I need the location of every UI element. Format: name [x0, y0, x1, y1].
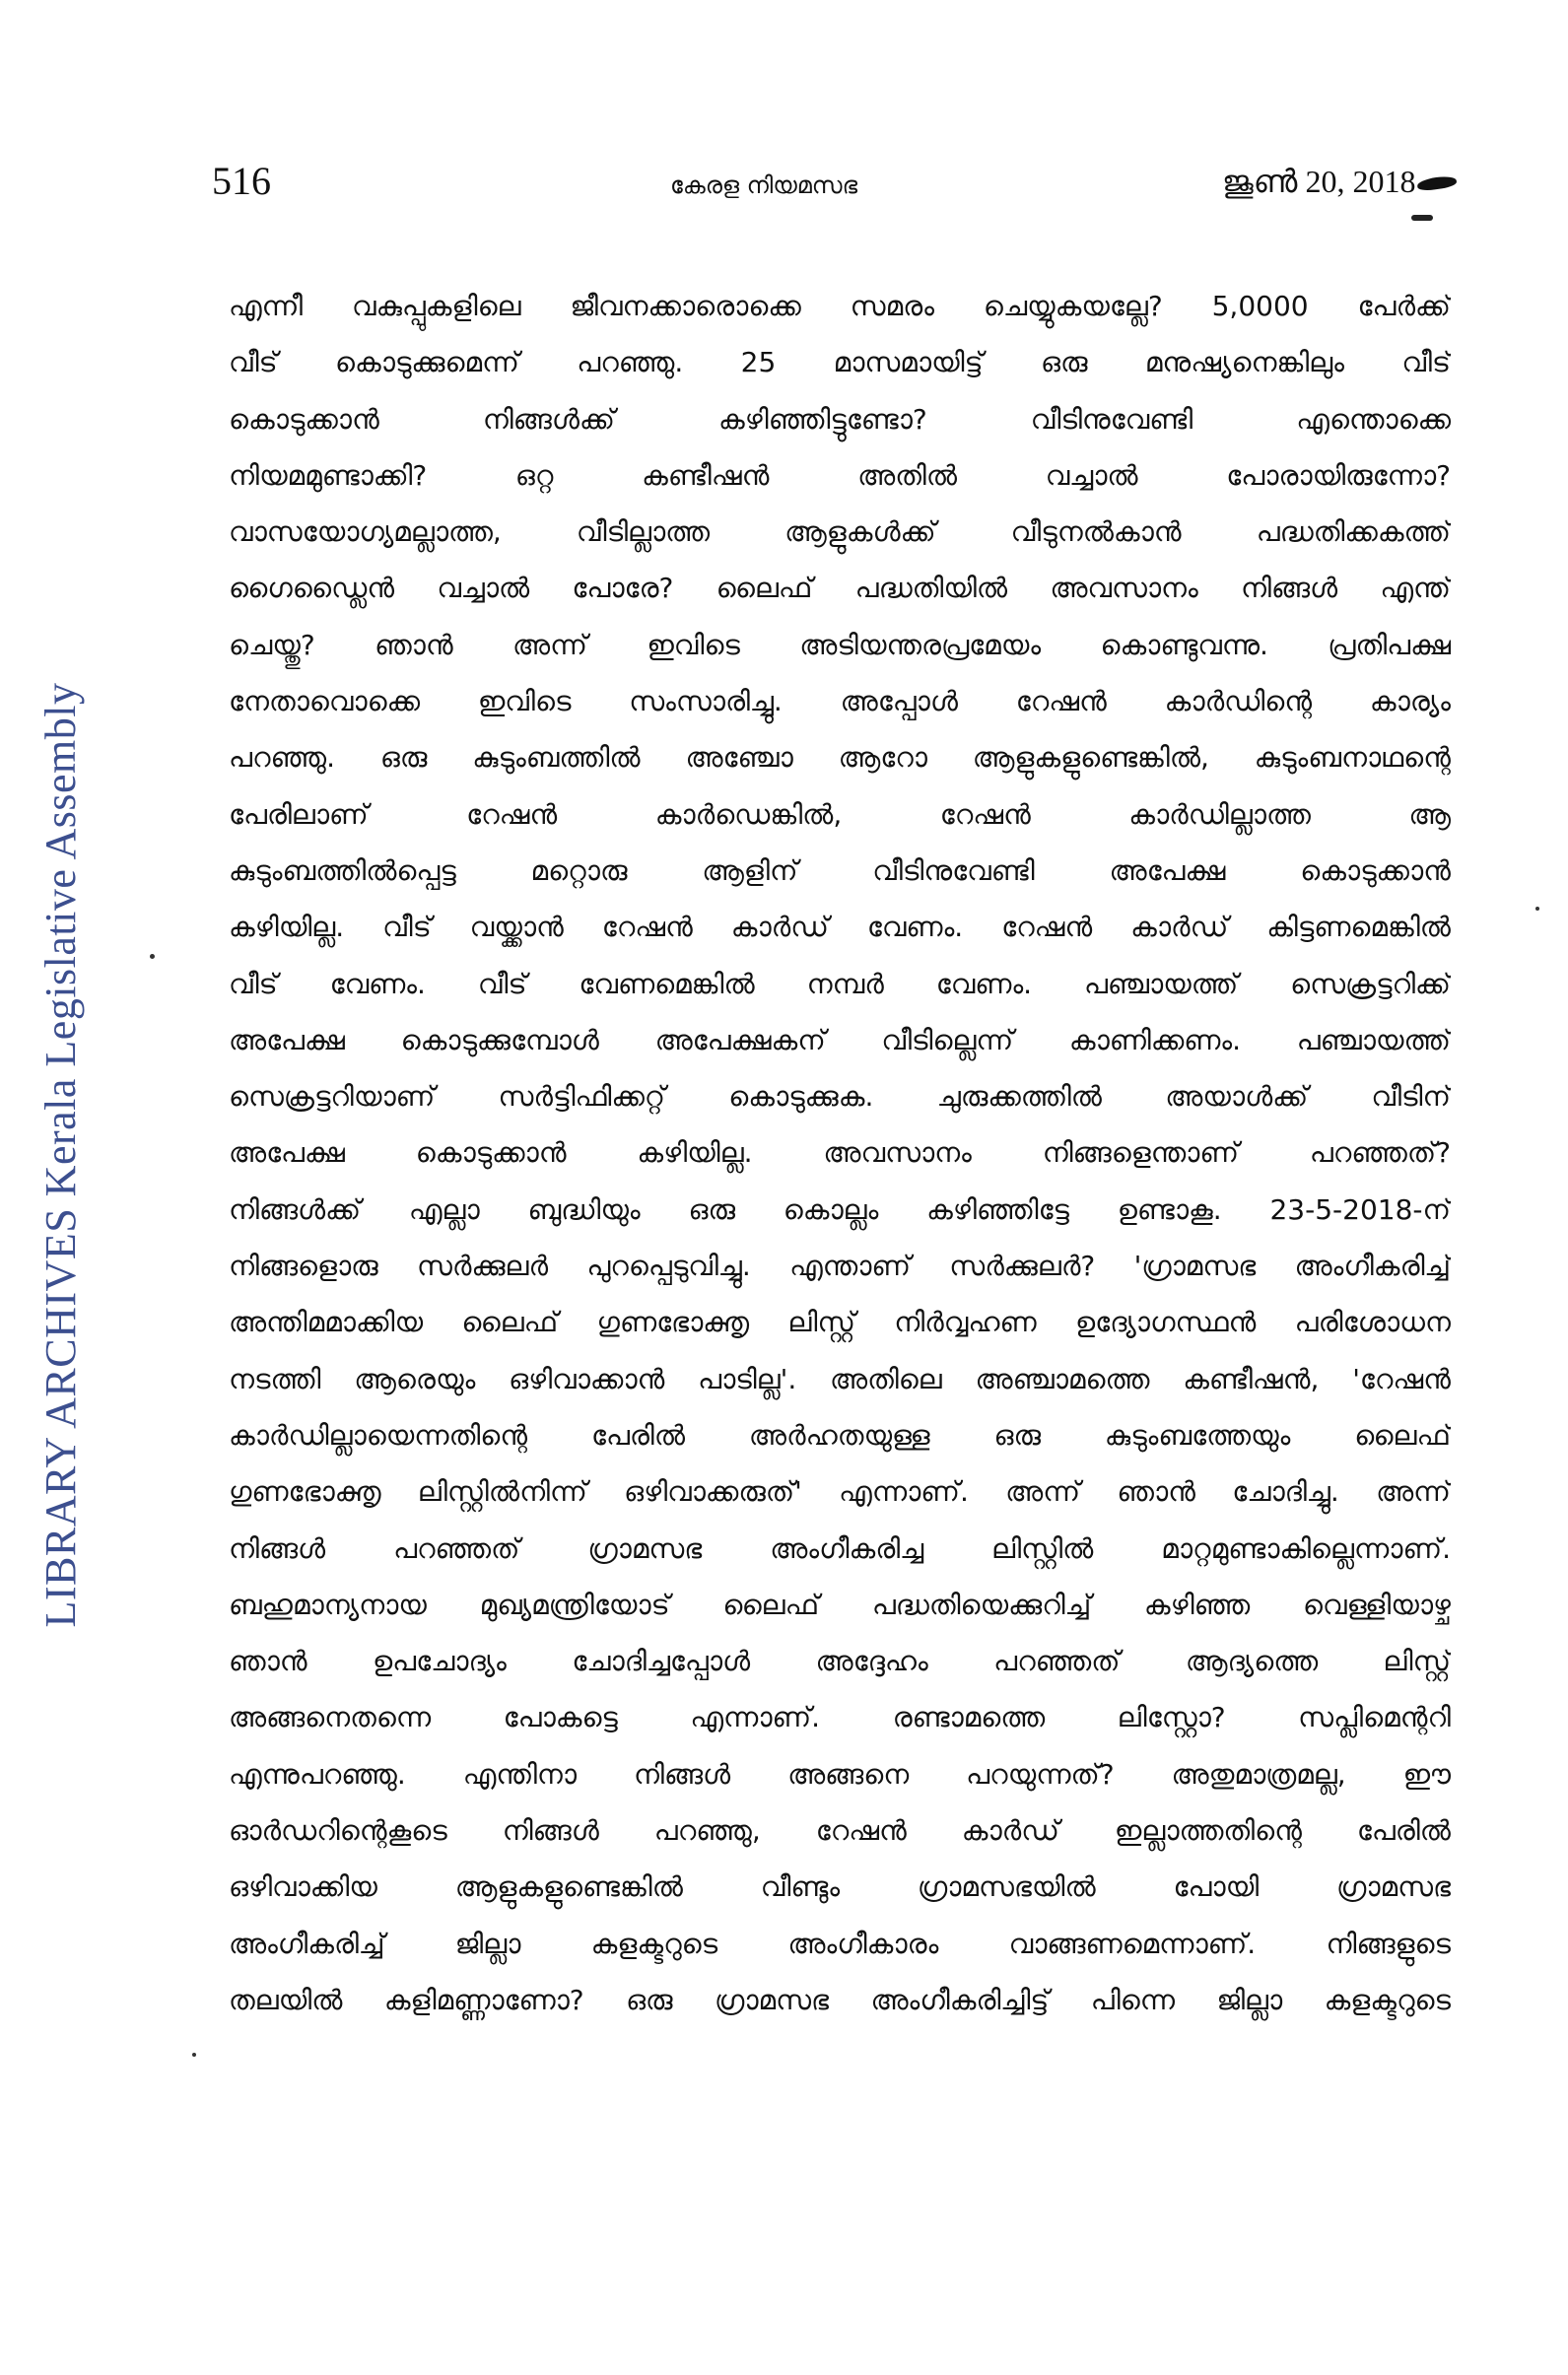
body-line: നിങ്ങളൊരു സർക്കുലർ പുറപ്പെടുവിച്ചു. എന്താണ് സർക്കുലർ? 'ഗ്രാമസഭ അംഗീകരിച്ച് [229, 1250, 1451, 1283]
body-line: അപേക്ഷ കൊടുക്കാൻ കഴിയില്ല. അവസാനം നിങ്ങളെന്താണ് പറഞ്ഞത്? [229, 1136, 1451, 1170]
body-line: കാർഡില്ലായെന്നതിന്റെ പേരിൽ അർഹതയുള്ള ഒരു കുടുംബത്തേയും ലൈഫ് [229, 1418, 1451, 1452]
body-line: വീട് കൊടുക്കുമെന്ന് പറഞ്ഞു. 25 മാസമായിട്ട് ഒരു മനുഷ്യനെങ്കിലും വീട് [229, 346, 1451, 379]
body-line: അപേക്ഷ കൊടുക്കുമ്പോൾ അപേക്ഷകന് വീടില്ലെന്ന് കാണിക്കണം. പഞ്ചായത്ത് [229, 1023, 1451, 1056]
body-line: കുടുംബത്തിൽപ്പെട്ട മറ്റൊരു ആളിന് വീടിനുവേണ്ടി അപേക്ഷ കൊടുക്കാൻ [229, 853, 1451, 887]
body-line: ഗുണഭോക്തൃ ലിസ്റ്റിൽനിന്ന് ഒഴിവാക്കരുത്' എന്നാണ്. അന്ന് ഞാൻ ചോദിച്ചു. അന്ന് [229, 1475, 1451, 1509]
body-line: പറഞ്ഞു. ഒരു കുടുംബത്തിൽ അഞ്ചോ ആറോ ആളുകളുണ്ടെങ്കിൽ, കുടുംബനാഥന്റെ [229, 741, 1451, 775]
body-line: ചെയ്തു? ഞാൻ അന്ന് ഇവിടെ അടിയന്തരപ്രമേയം കൊണ്ടുവന്നു. പ്രതിപക്ഷ [229, 628, 1451, 661]
body-text [229, 278, 1451, 2028]
body-line: കഴിയില്ല. വീട് വയ്ക്കാൻ റേഷൻ കാർഡ് വേണം. റേഷൻ കാർഡ് കിട്ടണമെങ്കിൽ [229, 911, 1451, 944]
body-line: നിയമമുണ്ടാക്കി? ഒറ്റ കണ്ടീഷൻ അതിൽ വച്ചാൽ പോരായിരുന്നോ? [229, 458, 1451, 492]
body-line: വാസയോഗ്യമല്ലാത്ത, വീടില്ലാത്ത ആളുകൾക്ക് വീടുനൽകാൻ പദ്ധതിക്കകത്ത് [229, 515, 1451, 549]
body-line: അങ്ങനെതന്നെ പോകട്ടെ എന്നാണ്. രണ്ടാമത്തെ ലിസ്റ്റോ? സപ്ലിമെന്ററി [229, 1701, 1451, 1734]
body-line: നിങ്ങൾക്ക് എല്ലാ ബുദ്ധിയും ഒരു കൊല്ലം കഴിഞ്ഞിട്ടേ ഉണ്ടാകൂ. 23-5-2018-ന് [229, 1192, 1451, 1226]
body-line: കൊടുക്കാൻ നിങ്ങൾക്ക് കഴിഞ്ഞിട്ടുണ്ടോ? വീടിനുവേണ്ടി എന്തൊക്കെ [229, 402, 1451, 436]
body-line: അംഗീകരിച്ച് ജില്ലാ കളക്ടറുടെ അംഗീകാരം വാങ്ങണമെന്നാണ്. നിങ്ങളുടെ [229, 1927, 1451, 1960]
ink-speck [150, 954, 155, 959]
body-line: പേരിലാണ് റേഷൻ കാർഡെങ്കിൽ, റേഷൻ കാർഡില്ലാത്ത ആ [229, 797, 1451, 831]
body-line: സെക്രട്ടറിയാണ് സർട്ടിഫിക്കറ്റ് കൊടുക്കുക. ചുരുക്കത്തിൽ അയാൾക്ക് വീടിന് [229, 1080, 1451, 1114]
page-date: ജൂൺ 20, 2018 [1222, 164, 1416, 199]
body-line: എന്നുപറഞ്ഞു. എന്തിനാ നിങ്ങൾ അങ്ങനെ പറയുന്നത്? അതുമാത്രമല്ല, ഈ [229, 1757, 1451, 1791]
body-line: ബഹുമാന്യനായ മുഖ്യമന്ത്രിയോട് ലൈഫ് പദ്ധതിയെക്കുറിച്ച് കഴിഞ്ഞ വെള്ളിയാഴ്ച [229, 1588, 1451, 1621]
archive-watermark: LIBRARY ARCHIVES Kerala Legislative Assembly [36, 682, 85, 1628]
body-line: ഓർഡറിന്റെകൂടെ നിങ്ങൾ പറഞ്ഞു, റേഷൻ കാർഡ് ഇല്ലാത്തതിന്റെ പേരിൽ [229, 1814, 1451, 1848]
body-line: ഒഴിവാക്കിയ ആളുകളുണ്ടെങ്കിൽ വീണ്ടും ഗ്രാമസഭയിൽ പോയി ഗ്രാമസഭ [229, 1870, 1451, 1904]
body-line: വീട് വേണം. വീട് വേണമെങ്കിൽ നമ്പർ വേണം. പഞ്ചായത്ത് സെക്രട്ടറിക്ക് [229, 967, 1451, 1000]
body-line: ഗൈഡ്ലൈൻ വച്ചാൽ പോരേ? ലൈഫ് പദ്ധതിയിൽ അവസാനം നിങ്ങൾ എന്ത് [229, 572, 1451, 605]
body-line: നിങ്ങൾ പറഞ്ഞത് ഗ്രാമസഭ അംഗീകരിച്ച ലിസ്റ്റിൽ മാറ്റമുണ്ടാകില്ലെന്നാണ്. [229, 1531, 1451, 1565]
body-line: ഞാൻ ഉപചോദ്യം ചോദിച്ചപ്പോൾ അദ്ദേഹം പറഞ്ഞത് ആദ്യത്തെ ലിസ്റ്റ് [229, 1645, 1451, 1678]
body-line: തലയിൽ കളിമണ്ണാണോ? ഒരു ഗ്രാമസഭ അംഗീകരിച്ചിട്ട് പിന്നെ ജില്ലാ കളക്ടറുടെ [229, 1983, 1451, 2016]
ink-speck [1411, 215, 1433, 221]
body-line: നേതാവൊക്കെ ഇവിടെ സംസാരിച്ചു. അപ്പോൾ റേഷൻ കാർഡിന്റെ കാര്യം [229, 685, 1451, 718]
page-number: 516 [212, 159, 271, 203]
ink-speck [1535, 907, 1539, 911]
body-line: അന്തിമമാക്കിയ ലൈഫ് ഗുണഭോക്തൃ ലിസ്റ്റ് നിർവ്വഹണ ഉദ്യോഗസ്ഥൻ പരിശോധന [229, 1306, 1451, 1339]
body-line: എന്നീ വകുപ്പുകളിലെ ജീവനക്കാരൊക്കെ സമരം ചെയ്യുകയല്ലേ? 5,0000 പേർക്ക് [229, 290, 1451, 322]
ink-mark [1416, 174, 1457, 191]
ink-speck [192, 2053, 196, 2057]
running-title: കേരള നിയമസഭ [670, 171, 858, 199]
body-line: നടത്തി ആരെയും ഒഴിവാക്കാൻ പാടില്ല'. അതിലെ അഞ്ചാമത്തെ കണ്ടീഷൻ, 'റേഷൻ [229, 1362, 1451, 1395]
